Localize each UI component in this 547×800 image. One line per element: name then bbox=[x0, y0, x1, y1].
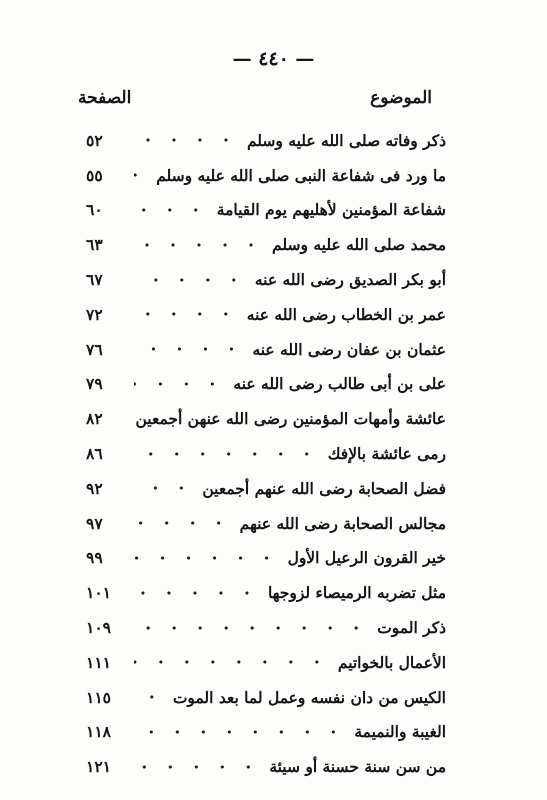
dot-leader bbox=[134, 588, 260, 598]
entry-page-number: ٦٣ bbox=[86, 235, 103, 255]
toc-entry bbox=[86, 575, 446, 610]
entry-title: عائشة وأمهات المؤمنين رضى الله عنهن أجمعين bbox=[135, 409, 446, 429]
entry-page-number: ١٠٩ bbox=[86, 618, 111, 638]
toc-entry bbox=[86, 297, 446, 332]
toc-entry bbox=[86, 367, 446, 402]
dot-leader bbox=[134, 135, 239, 145]
dot-leader bbox=[134, 692, 165, 702]
dot-leader bbox=[134, 309, 239, 319]
entry-title: عمر بن الخطاب رضى الله عنه bbox=[246, 304, 446, 324]
toc-entry bbox=[86, 158, 446, 193]
entry-page-number: ٥٥ bbox=[86, 165, 103, 185]
entry-title: رمى عائشة بالإفك bbox=[327, 444, 446, 464]
toc-entry bbox=[86, 401, 446, 436]
entry-title: أبو بكر الصديق رضى الله عنه bbox=[254, 270, 446, 290]
entry-title: عثمان بن عفان رضى الله عنه bbox=[252, 339, 446, 359]
dot-leader bbox=[134, 344, 244, 354]
toc-entry bbox=[86, 436, 446, 471]
entry-title: ما ورد فى شفاعة النبى صلى الله عليه وسلم bbox=[156, 165, 446, 185]
entry-title: مثل تضربه الرميصاء لزوجها bbox=[267, 583, 446, 603]
entry-title: ذكر الموت bbox=[377, 618, 446, 638]
dot-leader bbox=[134, 379, 225, 389]
entry-page-number: ٩٢ bbox=[86, 478, 103, 498]
entry-page-number: ٩٧ bbox=[86, 513, 103, 533]
toc-entry bbox=[86, 227, 446, 262]
dot-leader bbox=[134, 518, 232, 528]
entry-title: محمد صلى الله عليه وسلم bbox=[272, 235, 446, 255]
toc-entry bbox=[86, 680, 446, 715]
entry-title: فضل الصحابة رضى الله عنهم أجمعين bbox=[202, 478, 446, 498]
dot-leader bbox=[134, 240, 264, 250]
dot-leader bbox=[134, 205, 209, 215]
entry-page-number: ١١٥ bbox=[86, 687, 111, 707]
toc-entry bbox=[86, 193, 446, 228]
toc-entry bbox=[86, 749, 446, 784]
toc-entry bbox=[86, 610, 446, 645]
page-column-header: الصفحة bbox=[78, 88, 132, 108]
entry-title: شفاعة المؤمنين لأهليهم يوم القيامة bbox=[216, 200, 446, 220]
page-number: — ٤٤٠ — bbox=[232, 48, 315, 70]
entry-title: الغيبة والنميمة bbox=[354, 722, 446, 742]
entry-page-number: ٧٦ bbox=[86, 339, 103, 359]
entry-page-number: ١١٨ bbox=[86, 722, 111, 742]
dot-leader bbox=[134, 275, 247, 285]
entry-title: الأعمال بالخواتيم bbox=[337, 652, 446, 672]
entry-page-number: ٦٧ bbox=[86, 270, 103, 290]
dot-leader bbox=[134, 657, 330, 667]
entry-title: خير القرون الرعيل الأول bbox=[287, 548, 446, 568]
entry-title: من سن سنة حسنة أو سيئة bbox=[269, 757, 446, 777]
entry-title: على بن أبى طالب رضى الله عنه bbox=[233, 374, 446, 394]
entry-page-number: ١٠١ bbox=[86, 583, 111, 603]
entry-title: الكيس من دان نفسه وعمل لما بعد الموت bbox=[172, 687, 446, 707]
entry-title: مجالس الصحابة رضى الله عنهم bbox=[239, 513, 446, 533]
entry-page-number: ٦٠ bbox=[86, 200, 103, 220]
entry-page-number: ٥٢ bbox=[86, 130, 103, 150]
toc-entry bbox=[86, 715, 446, 750]
dot-leader bbox=[134, 623, 369, 633]
toc-entry bbox=[86, 645, 446, 680]
entry-page-number: ٨٢ bbox=[86, 409, 103, 429]
dot-leader bbox=[134, 170, 148, 180]
entry-page-number: ٩٩ bbox=[86, 548, 103, 568]
dot-leader bbox=[134, 553, 280, 563]
dot-leader bbox=[134, 762, 261, 772]
toc-entry bbox=[86, 332, 446, 367]
toc-entry bbox=[86, 123, 446, 158]
entry-page-number: ٨٦ bbox=[86, 444, 103, 464]
dot-leader bbox=[134, 727, 346, 737]
entry-page-number: ٧٩ bbox=[86, 374, 103, 394]
toc-entry bbox=[86, 506, 446, 541]
topic-column-header: الموضوع bbox=[370, 88, 432, 108]
toc-entry bbox=[86, 541, 446, 576]
dot-leader bbox=[134, 483, 194, 493]
entry-page-number: ٧٢ bbox=[86, 304, 103, 324]
entry-title: ذكر وفاته صلى الله عليه وسلم bbox=[246, 130, 446, 150]
table-of-contents bbox=[86, 123, 446, 784]
toc-entry bbox=[86, 471, 446, 506]
toc-header bbox=[78, 88, 432, 114]
entry-page-number: ١٢١ bbox=[86, 757, 111, 777]
dot-leader bbox=[134, 449, 320, 459]
toc-entry bbox=[86, 262, 446, 297]
entry-page-number: ١١١ bbox=[86, 652, 111, 672]
